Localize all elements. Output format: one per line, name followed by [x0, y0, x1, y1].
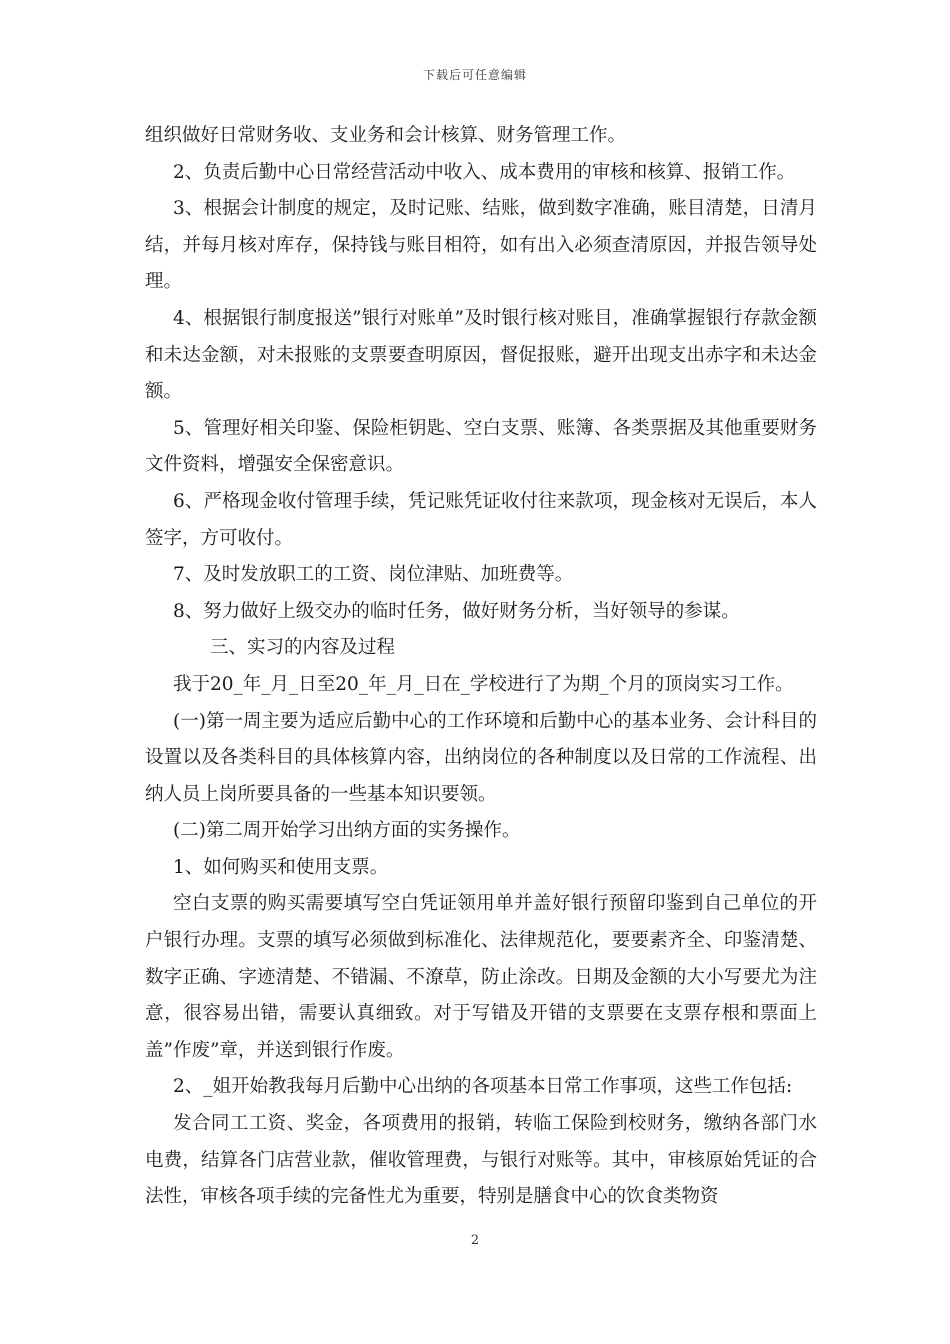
paragraph-cheque-detail: 空白支票的购买需要填写空白凭证领用单并盖好银行预留印鉴到自己单位的开户银行办理。支票的填写必须做到标准化、法律规范化，要要素齐全、印鉴清楚、数字正确、字迹清楚、不错漏、不潦草，防止涂改。日期及金额的大小写要尤为注意，很容易出错，需要认真细致。对于写错及开错的支票要在支票存根和票面上盖”作废”章，并送到银行作废。: [145, 893, 817, 1061]
paragraph-item-6: 6、严格现金收付管理手续，凭记账凭证收付往来款项，现金核对无误后，本人签字，方可收付。: [145, 490, 817, 549]
paragraph-item-4: 4、根据银行制度报送”银行对账单”及时银行核对账目，准确掌握银行存款金额和未达金额，对未报账的支票要查明原因，督促报账，避开出现支出赤字和未达金额。: [145, 307, 817, 403]
paragraph-intro: 组织做好日常财务收、支业务和会计核算、财务管理工作。: [145, 125, 627, 146]
page-number: 2: [470, 1233, 480, 1248]
paragraph-item-8: 8、努力做好上级交办的临时任务，做好财务分析，当好领导的参谋。: [173, 600, 740, 622]
paragraph-item-5: 5、管理好相关印鉴、保险柜钥匙、空白支票、账簿、各类票据及其他重要财务文件资料，增强安全保密意识。: [145, 417, 817, 476]
paragraph-item-3: 3、根据会计制度的规定，及时记账、结账，做到数字准确，账目清楚，日清月结，并每月核对库存，保持钱与账目相符，如有出入必须查清原因，并报告领导处理。: [145, 198, 817, 293]
paragraph-item-2: 2、负责后勤中心日常经营活动中收入、成本费用的审核和核算、报销工作。: [173, 161, 796, 183]
paragraph-cheque-title: 1、如何购买和使用支票。: [173, 856, 389, 878]
paragraph-task-detail: 发合同工工资、奖金，各项费用的报销，转临工保险到校财务，缴纳各部门水电费，结算各门店营业款，催收管理费，与银行对账等。其中，审核原始凭证的合法性，审核各项手续的完备性尤为重要，特别是膳食中心的饮食类物资: [145, 1113, 817, 1208]
paragraph-daily-tasks: 2、_姐开始教我每月后勤中心出纳的各项基本日常工作事项，这些工作包括:: [173, 1076, 793, 1098]
paragraph-week-1: (一)第一周主要为适应后勤中心的工作环境和后勤中心的基本业务、会计科目的设置以及各类科目的具体核算内容，出纳岗位的各种制度以及日常的工作流程、出纳人员上岗所要具备的一些基本知识要领。: [145, 710, 817, 805]
document-body: [145, 118, 817, 1216]
section-heading: 三、实习的内容及过程: [210, 637, 396, 659]
paragraph-week-2: (二)第二周开始学习出纳方面的实务操作。: [173, 820, 521, 842]
page-header-note: 下载后可任意编辑: [422, 68, 527, 82]
paragraph-item-7: 7、及时发放职工的工资、岗位津贴、加班费等。: [173, 564, 574, 586]
paragraph-period: 我于20_年_月_日至20_年_月_日在_学校进行了为期_个月的顶岗实习工作。: [173, 673, 794, 695]
